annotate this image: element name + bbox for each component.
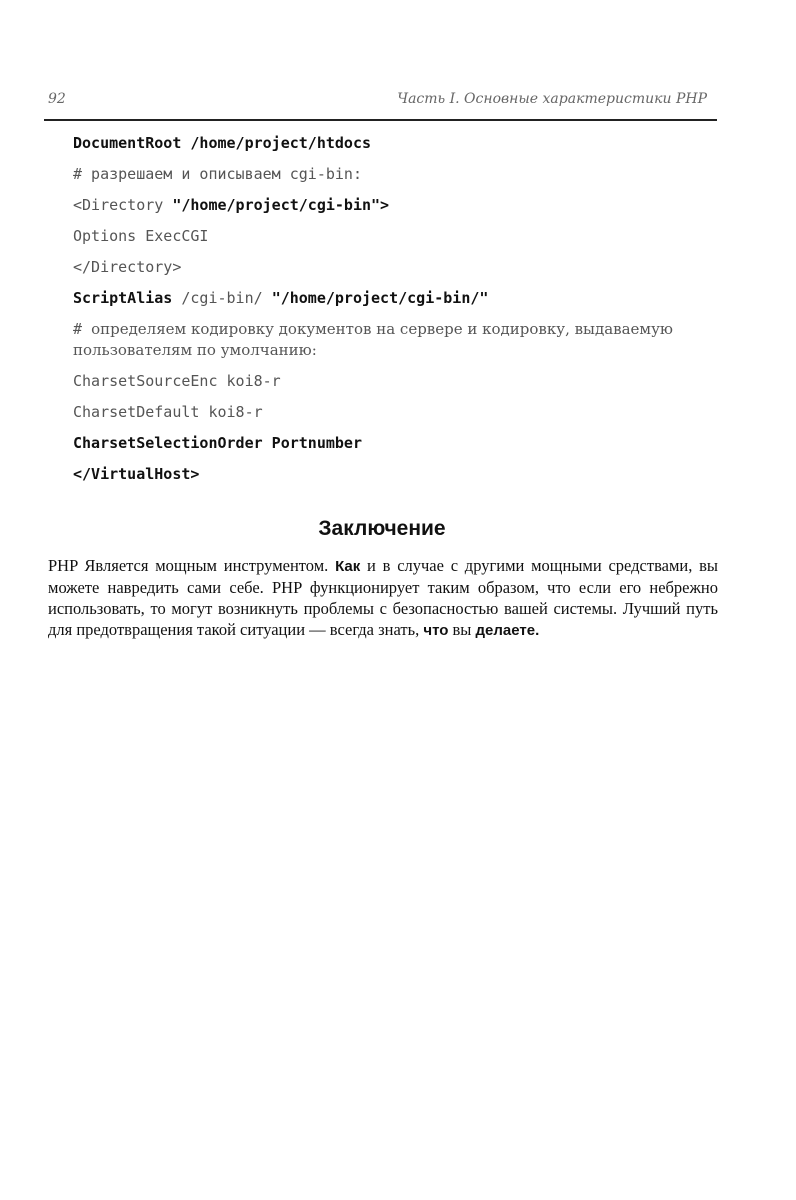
code-line-options: Options ExecCGI [73, 227, 209, 245]
code-line-directory-close: </Directory> [73, 258, 182, 276]
code-comment-charset [73, 314, 718, 366]
directory-path: "/home/project/cgi-bin"> [172, 196, 390, 214]
conclusion-paragraph [48, 555, 718, 641]
page-number: 92 [48, 91, 66, 107]
directory-tag: <Directory [73, 196, 173, 214]
paragraph-space: вы [448, 620, 476, 639]
code-line-charset-source: CharsetSourceEnc koi8-r [73, 372, 281, 390]
paragraph-emphasis-kak: Как [335, 558, 361, 575]
script-alias-path: "/home/project/cgi-bin/" [271, 289, 489, 307]
script-alias-keyword: ScriptAlias [73, 289, 173, 307]
paragraph-middle: и в случае с другими мощными средствами, вы можете навредить сами себе. PHP функционирует таким образом, что если его небрежно использовать, то могут возникнуть проблемы с безопасностью вашей системы. Лучший путь для предотвращения такой ситуации — всегда знать, [48, 556, 719, 639]
paragraph-emphasis-delaete: делаете. [475, 622, 540, 639]
header-rule [44, 119, 717, 121]
code-line-virtualhost-close: </VirtualHost> [73, 465, 200, 483]
paragraph-start: PHP Является мощным инструментом. [48, 556, 336, 575]
code-line-charset-order: CharsetSelectionOrder Portnumber [73, 434, 362, 452]
config-code-block [73, 128, 723, 490]
comment-charset-text: определяем кодировку документов на сервере и кодировку, выдаваемую пользователям по умолчанию: [73, 320, 673, 359]
code-line-charset-default: CharsetDefault koi8-r [73, 403, 263, 421]
running-title: Часть I. Основные характеристики PHP [397, 91, 707, 107]
page-header [44, 91, 707, 113]
section-title: Заключение [318, 517, 446, 540]
code-line-document-root: DocumentRoot /home/project/htdocs [73, 134, 372, 152]
code-line-directory-open [73, 190, 723, 221]
paragraph-emphasis-chto: что [423, 622, 449, 639]
code-comment-cgi: # разрешаем и описываем cgi-bin: [73, 165, 362, 183]
script-alias-url: /cgi-bin/ [172, 289, 272, 307]
comment-hash: # [73, 320, 92, 338]
code-line-script-alias [73, 283, 723, 314]
